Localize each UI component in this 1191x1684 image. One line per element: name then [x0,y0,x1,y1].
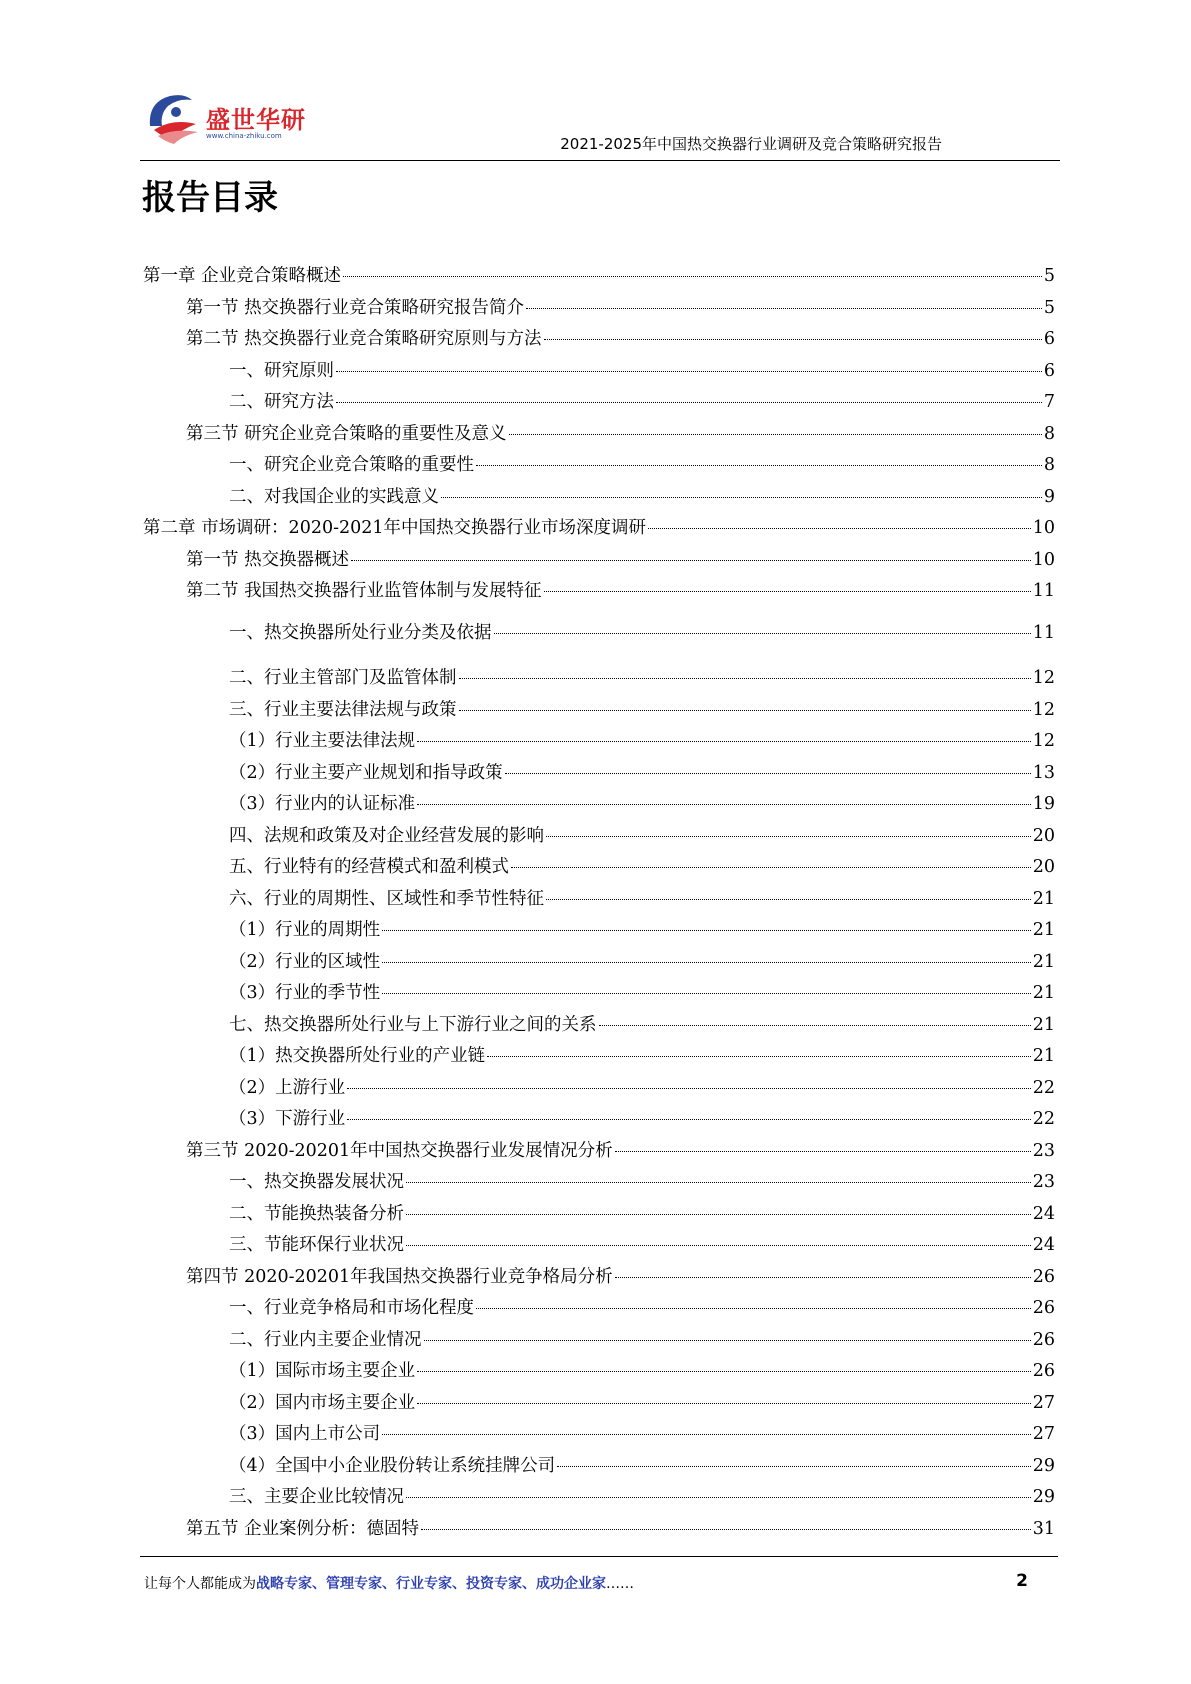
toc-entry[interactable] [143,885,1055,917]
toc-entry-page: 6 [1043,360,1055,381]
toc-entry-page: 29 [1032,1455,1055,1476]
toc-entry-page: 21 [1032,983,1055,1003]
toc-leader [406,1497,1031,1498]
toc-entry-page: 22 [1032,1077,1055,1098]
toc-entry-label: 三、行业主要法律法规与政策 [229,699,457,720]
toc-leader [441,497,1042,498]
toc-entry-label: 三、主要企业比较情况 [229,1487,404,1507]
toc-entry-label: （1）国际市场主要企业 [229,1361,416,1381]
toc-entry-label: 二、研究方法 [229,392,334,412]
toc-entry[interactable] [143,1137,1055,1169]
footer-slogan-suffix: …… [606,1576,634,1592]
toc-entry-page: 26 [1032,1329,1055,1350]
toc-entry-label: 二、对我国企业的实践意义 [229,486,439,507]
toc-entry[interactable] [143,1326,1055,1358]
toc-leader [406,1214,1031,1215]
toc-entry-page: 27 [1032,1424,1055,1444]
toc-entry[interactable] [143,1389,1055,1421]
toc-entry-label: 一、行业竞争格局和市场化程度 [229,1298,474,1318]
toc-entry-label: 四、法规和政策及对企业经营发展的影响 [229,825,544,846]
toc-entry-label: （3）国内上市公司 [229,1424,381,1444]
toc-entry[interactable] [143,696,1055,728]
toc-entry-page: 20 [1032,825,1055,846]
toc-entry-page: 26 [1032,1266,1055,1287]
toc-entry[interactable] [143,790,1055,822]
toc-entry-label: 三、节能环保行业状况 [229,1235,404,1255]
toc-leader [494,633,1031,634]
toc-leader [417,741,1031,742]
toc-entry-page: 26 [1032,1298,1055,1318]
toc-entry-label: 第四节 2020-20201年我国热交换器行业竞争格局分析 [186,1266,613,1287]
toc-leader [424,1340,1031,1341]
toc-entry-page: 29 [1032,1487,1055,1507]
toc-entry-label: 五、行业特有的经营模式和盈利模式 [229,857,509,877]
brand-logo [140,80,320,152]
toc-entry-label: （2）国内市场主要企业 [229,1392,416,1413]
toc-entry-label: （3）行业内的认证标准 [229,794,416,814]
toc-entry-label: 六、行业的周期性、区域性和季节性特征 [229,888,544,909]
toc-leader [487,1056,1031,1057]
toc-entry[interactable] [143,1452,1055,1484]
toc-leader [615,1277,1031,1278]
toc-entry[interactable] [143,357,1055,389]
toc-leader [351,560,1031,561]
toc-leader [382,930,1031,931]
toc-entry[interactable] [143,483,1055,515]
toc-entry-label: 一、研究企业竞合策略的重要性 [229,455,474,475]
footer-slogan-prefix: 让每个人都能成为 [144,1576,256,1592]
toc-entry-label: 第三节 2020-20201年中国热交换器行业发展情况分析 [186,1140,613,1161]
toc-entry[interactable] [143,1420,1055,1452]
toc-leader [476,1308,1031,1309]
toc-entry[interactable] [143,822,1055,854]
toc-leader [382,962,1031,963]
toc-leader [406,1245,1031,1246]
toc-entry-page: 21 [1032,1046,1055,1066]
toc-leader [557,1466,1031,1467]
toc-entry-page: 6 [1043,329,1055,349]
toc-entry-page: 8 [1043,455,1055,475]
toc-entry-page: 11 [1032,622,1055,643]
toc-entry-page: 26 [1032,1361,1055,1381]
toc-entry[interactable] [143,1200,1055,1232]
toc-entry-page: 10 [1032,518,1055,538]
toc-leader [336,371,1042,372]
toc-entry-page: 23 [1032,1140,1055,1161]
toc-entry-label: （3）行业的季节性 [229,983,381,1003]
toc-leader [336,402,1042,403]
page-number: 2 [1016,1571,1028,1591]
toc-entry-page: 7 [1043,392,1055,412]
toc-entry[interactable] [143,388,1055,420]
toc-entry[interactable] [143,420,1055,452]
toc-entry-page: 21 [1032,888,1055,909]
toc-entry-page: 5 [1043,266,1055,286]
toc-entry[interactable] [143,1231,1055,1263]
toc-entry-page: 24 [1032,1203,1055,1224]
toc-leader [546,899,1031,900]
toc-entry[interactable] [143,577,1055,609]
toc-entry-page: 12 [1032,668,1055,688]
toc-leader [599,1025,1031,1026]
toc-leader [347,1119,1031,1120]
toc-entry[interactable] [143,1483,1055,1515]
toc-entry[interactable] [143,664,1055,696]
report-title: 2021-2025年中国热交换器行业调研及竞合策略研究报告 [560,135,942,153]
toc-leader [417,1371,1031,1372]
toc-entry-label: （2）上游行业 [229,1077,346,1098]
toc-leader [615,1151,1031,1152]
toc-entry-label: 一、热交换器发展状况 [229,1172,404,1192]
toc-leader [476,465,1042,466]
toc-entry[interactable] [143,262,1055,294]
toc-leader [459,710,1031,711]
toc-leader [406,1182,1031,1183]
toc-entry-label: 一、研究原则 [229,360,334,381]
page-footer [140,1556,1058,1592]
toc-entry[interactable] [143,948,1055,980]
toc-entry-page: 12 [1032,699,1055,720]
toc-entry-label: 七、热交换器所处行业与上下游行业之间的关系 [229,1014,597,1035]
page-header [140,80,1060,161]
toc-entry[interactable] [143,1105,1055,1137]
toc-entry[interactable] [143,727,1055,759]
toc-entry-page: 31 [1032,1518,1055,1539]
toc-entry[interactable] [143,294,1055,326]
toc-entry[interactable] [143,514,1055,546]
toc-entry-page: 11 [1032,581,1055,601]
toc-leader [648,528,1031,529]
toc-entry-page: 24 [1032,1235,1055,1255]
toc-leader [382,993,1031,994]
toc-entry-label: （2）行业主要产业规划和指导政策 [229,762,503,783]
toc-entry-label: 第二节 我国热交换器行业监管体制与发展特征 [186,581,542,601]
toc-entry-page: 12 [1032,731,1055,751]
toc-leader [417,1403,1031,1404]
toc-entry-label: 一、热交换器所处行业分类及依据 [229,622,492,643]
toc-leader [544,339,1042,340]
toc-leader [421,1529,1031,1530]
toc-leader [505,773,1031,774]
toc-entry[interactable] [143,1263,1055,1295]
toc-entry[interactable] [143,451,1055,483]
toc-entry-label: 第二节 热交换器行业竞合策略研究原则与方法 [186,329,542,349]
table-of-contents [143,262,1055,1546]
toc-entry-label: 第三节 研究企业竞合策略的重要性及意义 [186,423,507,444]
toc-leader [546,836,1031,837]
toc-leader [347,1088,1031,1089]
toc-leader [343,276,1042,277]
toc-entry[interactable] [143,1357,1055,1389]
toc-leader [382,1434,1031,1435]
toc-entry-page: 21 [1032,951,1055,972]
toc-entry[interactable] [143,979,1055,1011]
toc-entry-label: 第一章 企业竞合策略概述 [143,266,342,286]
toc-entry[interactable] [143,1515,1055,1547]
toc-entry-label: 第五节 企业案例分析：德固特 [186,1518,420,1539]
toc-entry-page: 8 [1043,423,1055,444]
toc-leader [511,867,1031,868]
brand-name: 盛世华研 [206,106,306,134]
toc-entry-label: 第二章 市场调研：2020-2021年中国热交换器行业市场深度调研 [143,518,647,538]
toc-entry-page: 21 [1032,920,1055,940]
toc-entry[interactable] [143,1074,1055,1106]
toc-entry-page: 19 [1032,794,1055,814]
toc-entry[interactable] [143,1011,1055,1043]
toc-entry[interactable] [143,1294,1055,1326]
toc-entry-label: （3）下游行业 [229,1109,346,1129]
toc-entry-page: 13 [1032,762,1055,783]
toc-entry-label: （1）行业主要法律法规 [229,731,416,751]
toc-entry-page: 20 [1032,857,1055,877]
toc-entry-label: （1）行业的周期性 [229,920,381,940]
toc-entry-label: 第一节 热交换器概述 [186,549,350,570]
toc-entry-label: 二、行业内主要企业情况 [229,1329,422,1350]
footer-slogan [144,1573,634,1593]
toc-entry[interactable] [143,759,1055,791]
toc-entry-page: 5 [1043,297,1055,318]
toc-entry-label: （1）热交换器所处行业的产业链 [229,1046,486,1066]
toc-entry[interactable] [143,619,1055,651]
toc-entry-label: 第一节 热交换器行业竞合策略研究报告简介 [186,297,525,318]
toc-leader [459,678,1031,679]
toc-entry-label: 二、行业主管部门及监管体制 [229,668,457,688]
toc-entry-label: （4）全国中小企业股份转让系统挂牌公司 [229,1455,556,1476]
toc-entry-page: 21 [1032,1014,1055,1035]
toc-leader [526,308,1042,309]
toc-entry-label: （2）行业的区域性 [229,951,381,972]
toc-entry-page: 23 [1032,1172,1055,1192]
toc-entry[interactable] [143,325,1055,357]
toc-entry-label: 二、节能换热装备分析 [229,1203,404,1224]
page-title: 报告目录 [142,178,278,218]
toc-leader [417,804,1031,805]
brand-logo-icon [140,84,204,148]
toc-leader [509,434,1042,435]
brand-url: www.china-zhiku.com [206,132,282,140]
toc-entry[interactable] [143,1042,1055,1074]
footer-slogan-highlight: 战略专家、管理专家、行业专家、投资专家、成功企业家 [256,1576,606,1592]
toc-entry[interactable] [143,546,1055,578]
toc-entry[interactable] [143,853,1055,885]
toc-entry[interactable] [143,916,1055,948]
toc-entry-page: 22 [1032,1109,1055,1129]
toc-entry-page: 10 [1032,549,1055,570]
toc-entry-page: 9 [1043,486,1055,507]
toc-entry-page: 27 [1032,1392,1055,1413]
toc-leader [544,591,1031,592]
toc-entry[interactable] [143,1168,1055,1200]
